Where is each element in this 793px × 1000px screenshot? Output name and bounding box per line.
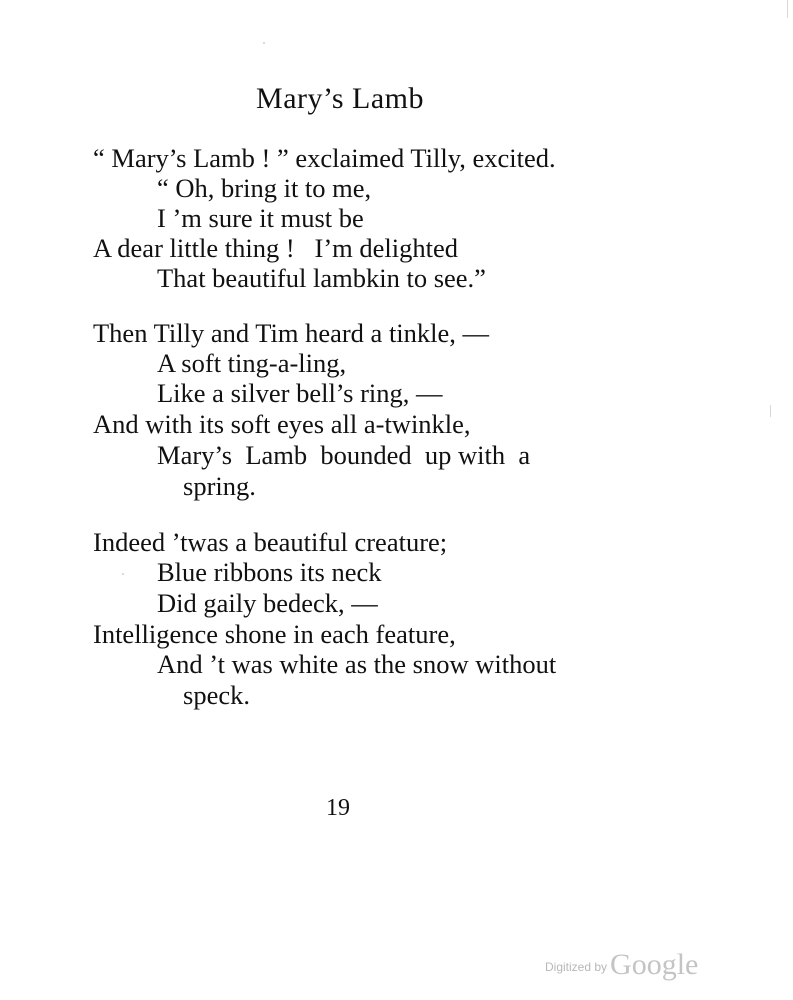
- poem-line: Mary’s Lamb bounded up with a: [157, 440, 531, 470]
- poem-line: A dear little thing ! I’m delighted: [93, 233, 459, 263]
- poem-line: I ’m sure it must be: [157, 203, 364, 233]
- scan-speck: [263, 42, 265, 44]
- poem-line: And with its soft eyes all a-twinkle,: [93, 409, 471, 439]
- poem-line: That beautiful lambkin to see.”: [157, 263, 486, 293]
- scan-edge-mark: [787, 0, 788, 18]
- poem-line: spring.: [183, 471, 256, 501]
- poem-line: “ Mary’s Lamb ! ” exclaimed Tilly, excited.: [93, 143, 556, 173]
- poem-line: Blue ribbons its neck: [157, 557, 382, 587]
- scan-edge-mark: [770, 405, 771, 417]
- watermark-logo: Google: [610, 948, 699, 981]
- poem-line: Like a silver bell’s ring, —: [157, 378, 443, 408]
- scan-speck: [122, 573, 124, 575]
- poem-line: And ’t was white as the snow without: [157, 649, 557, 679]
- digitized-watermark: [545, 948, 698, 982]
- poem-title: Mary’s Lamb: [256, 82, 424, 115]
- poem-line: Did gaily bedeck, —: [157, 588, 378, 618]
- poem-line: Intelligence shone in each feature,: [93, 619, 456, 649]
- poem-line: speck.: [183, 680, 250, 710]
- page-number: 19: [326, 795, 350, 821]
- poem-line: “ Oh, bring it to me,: [157, 173, 372, 203]
- poem-line: A soft ting-a-ling,: [157, 348, 347, 378]
- poem-line: Then Tilly and Tim heard a tinkle, —: [93, 318, 490, 348]
- poem-line: Indeed ’twas a beautiful creature;: [93, 527, 448, 557]
- watermark-prefix: Digitized by: [545, 960, 608, 974]
